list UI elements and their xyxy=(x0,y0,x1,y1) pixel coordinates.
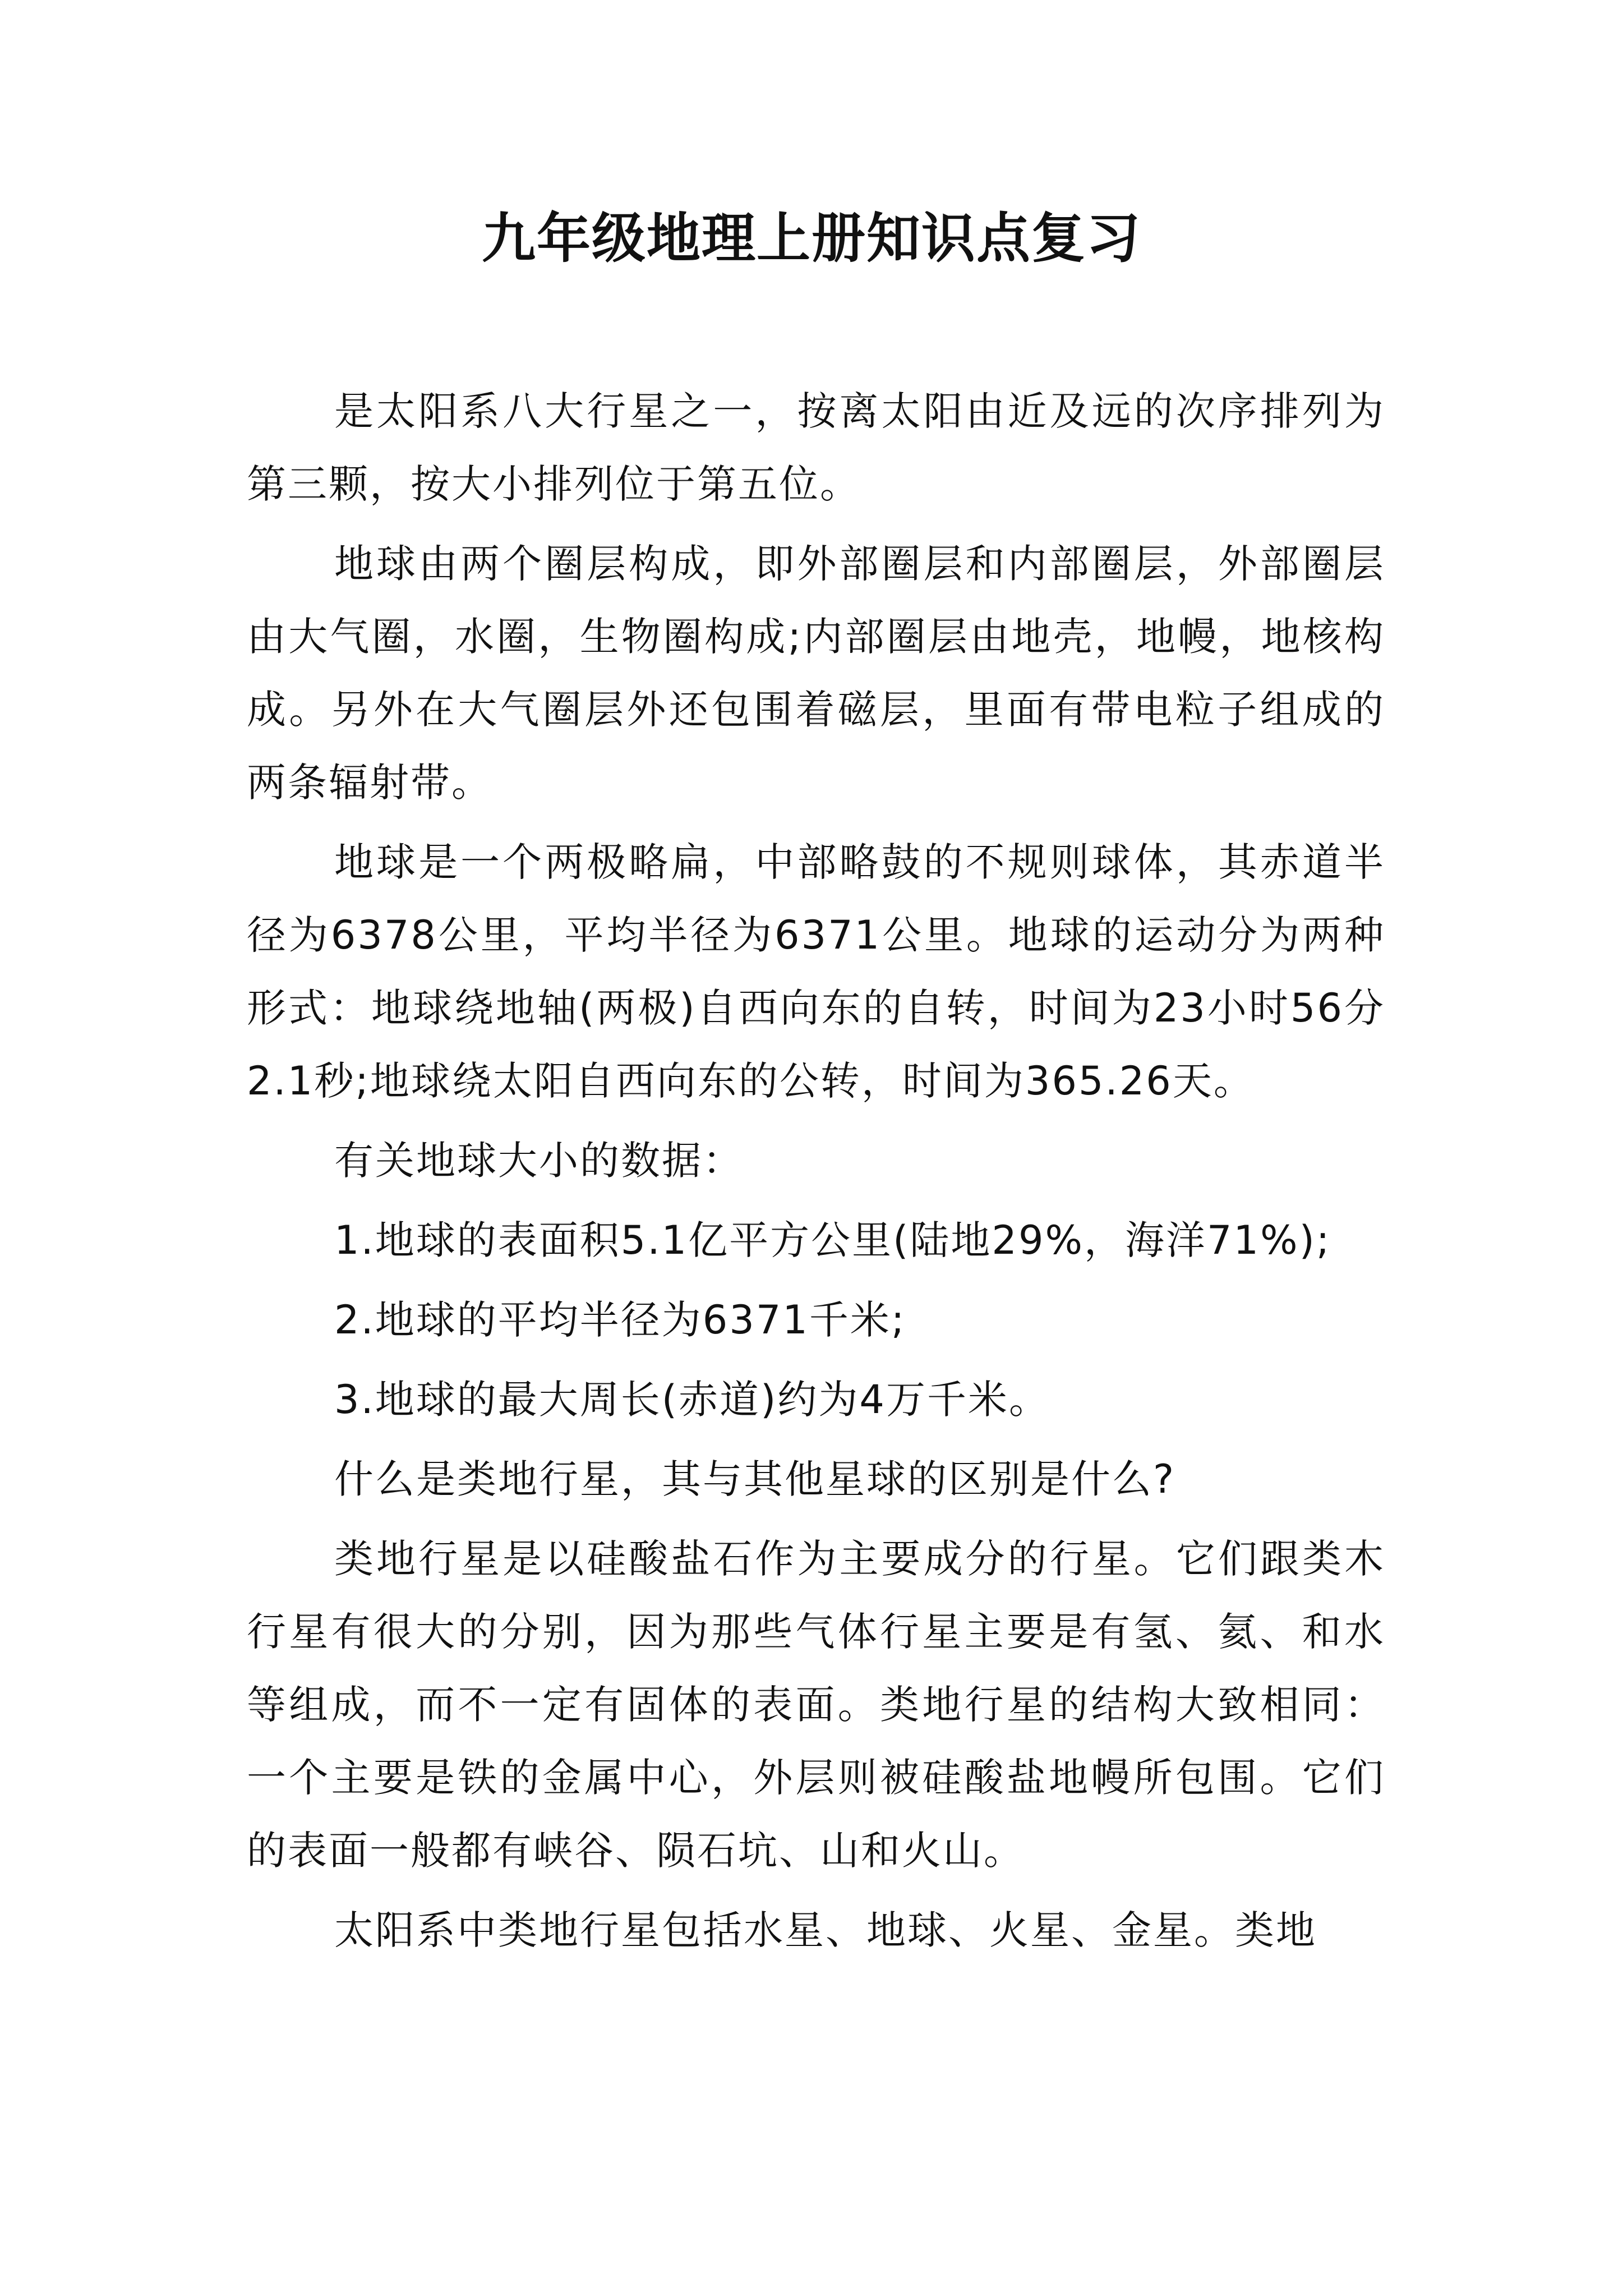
document-body xyxy=(247,375,1385,1973)
paragraph-terrestrial-planets: 太阳系中类地行星包括水星、地球、火星、金星。类地 xyxy=(334,1907,1317,1953)
paragraph-terrestrial-question: 什么是类地行星，其与其他星球的区别是什么? xyxy=(334,1456,1176,1502)
list-item-mean-radius: 2.地球的平均半径为6371千米; xyxy=(334,1297,906,1343)
paragraph-earth-position: 是太阳系八大行星之一，按离太阳由近及远的次序排列为第三颗，按大小排列位于第五位。 xyxy=(247,388,1385,507)
document-title: 九年级地理上册知识点复习 xyxy=(482,206,1141,270)
paragraph-earth-size-heading: 有关地球大小的数据： xyxy=(334,1138,744,1184)
list-item-circumference: 3.地球的最大周长(赤道)约为4万千米。 xyxy=(334,1377,1050,1423)
paragraph-terrestrial-definition: 类地行星是以硅酸盐石作为主要成分的行星。它们跟类木行星有很大的分别，因为那些气体行星主要是有氢、氦、和水等组成，而不一定有固体的表面。类地行星的结构大致相同：一个主要是铁的金属中心，外层则被硅酸盐地幔所包围。它们的表面一般都有峡谷、陨石坑、山和火山。 xyxy=(247,1536,1385,1874)
paragraph-earth-shape-motion: 地球是一个两极略扁，中部略鼓的不规则球体，其赤道半径为6378公里，平均半径为6371公里。地球的运动分为两种形式：地球绕地轴(两极)自西向东的自转，时间为23小时56分2.1秒;地球绕太阳自西向东的公转，时间为365.26天。 xyxy=(247,839,1385,1104)
paragraph-earth-layers: 地球由两个圈层构成，即外部圈层和内部圈层，外部圈层由大气圈，水圈，生物圈构成;内部圈层由地壳，地幔，地核构成。另外在大气圈层外还包围着磁层，里面有带电粒子组成的两条辐射带。 xyxy=(247,541,1385,806)
list-item-surface-area: 1.地球的表面积5.1亿平方公里(陆地29%，海洋71%); xyxy=(334,1217,1331,1263)
